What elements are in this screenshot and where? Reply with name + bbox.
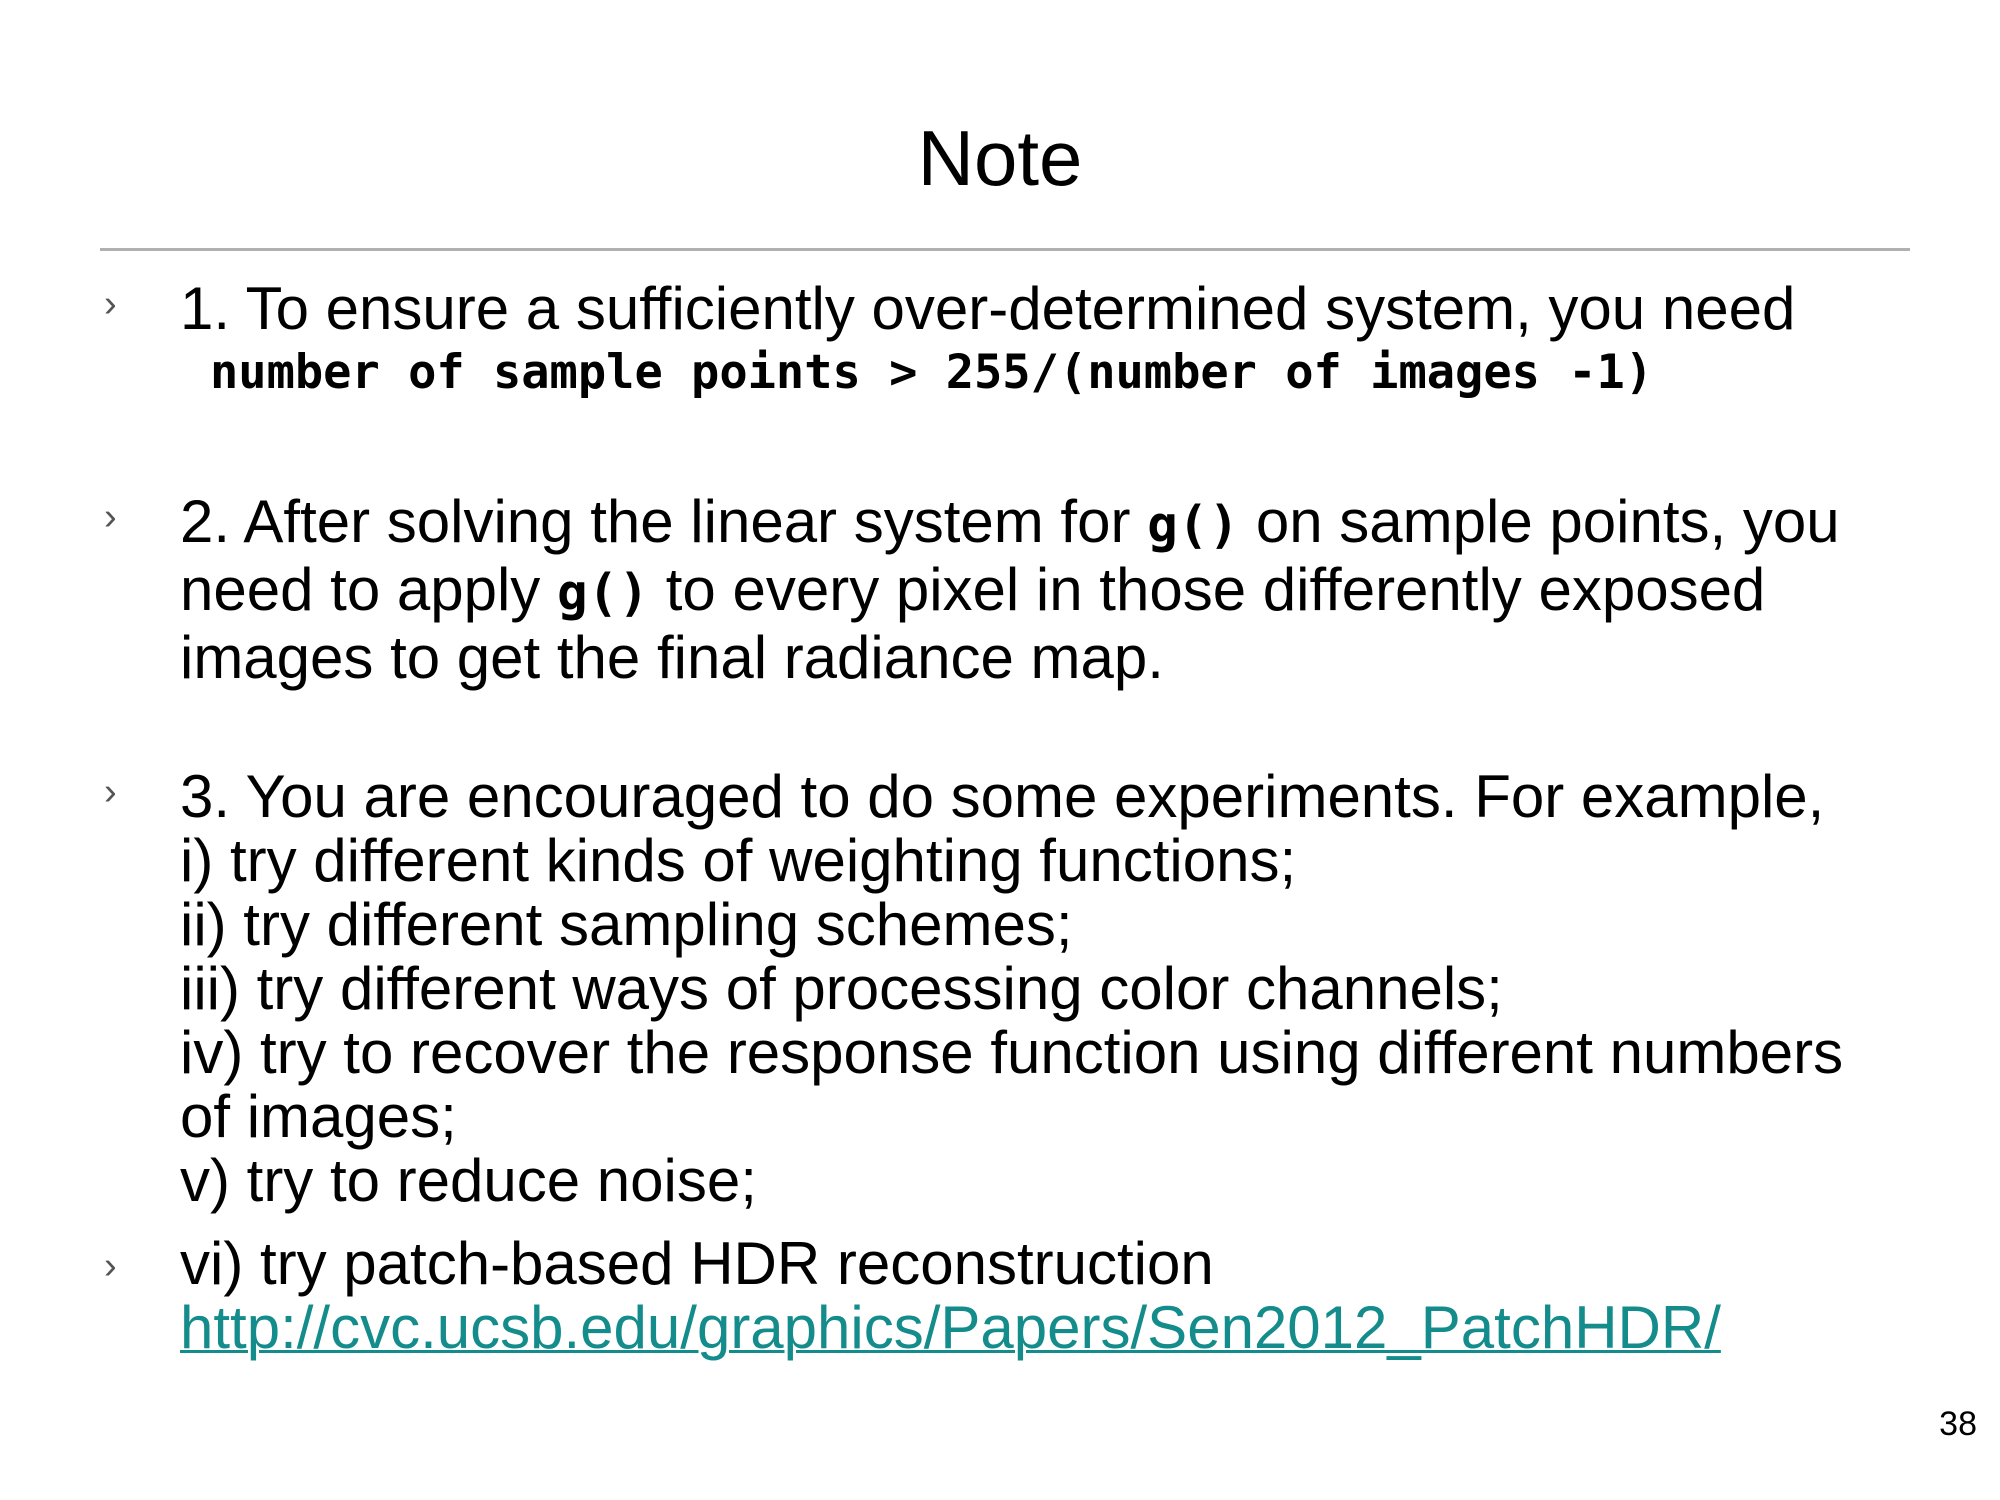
bullet-3-line-2: i) try different kinds of weighting functions; xyxy=(180,827,1297,894)
bullet-item-4 xyxy=(180,1232,1920,1360)
bullet-2-text-b: on sample points, you xyxy=(1239,488,1840,555)
bullet-marker: › xyxy=(104,1245,117,1287)
bullet-1-code: number of sample points > 255/(number of images -1) xyxy=(210,345,1654,400)
slide-title: Note xyxy=(917,114,1083,202)
bullet-marker: › xyxy=(104,496,117,538)
bullet-2-line-3: images to get the final radiance map. xyxy=(180,624,1164,691)
bullet-item-2 xyxy=(180,490,1920,690)
bullet-2-text-d: to every pixel in those differently exposed xyxy=(649,556,1766,623)
bullet-2-text-a: 2. After solving the linear system for xyxy=(180,488,1148,555)
bullet-3-line-5: iv) try to recover the response function using different numbers xyxy=(180,1019,1844,1086)
bullet-item-3 xyxy=(180,765,1920,1213)
title-divider xyxy=(100,248,1910,251)
bullet-1-text: 1. To ensure a sufficiently over-determined system, you need xyxy=(180,275,1796,342)
bullet-2-code-g2: g() xyxy=(556,564,650,623)
bullet-marker: › xyxy=(104,283,117,325)
bullet-2-code-g: g() xyxy=(1147,496,1240,555)
bullet-3-line-4: iii) try different ways of processing color channels; xyxy=(180,955,1503,1022)
bullet-2-text-c: need to apply xyxy=(180,556,557,623)
bullet-3-line-7: v) try to reduce noise; xyxy=(180,1147,757,1214)
bullet-item-1 xyxy=(180,277,1920,405)
bullet-4-text: vi) try patch-based HDR reconstruction xyxy=(180,1230,1214,1297)
patch-hdr-link[interactable]: http://cvc.ucsb.edu/graphics/Papers/Sen2012_PatchHDR/ xyxy=(180,1294,1721,1361)
bullet-3-line-6: of images; xyxy=(180,1083,457,1150)
bullet-2-line-1 xyxy=(180,490,1920,558)
page-number: 38 xyxy=(1939,1405,1977,1443)
bullet-2-line-2 xyxy=(180,558,1920,626)
bullet-3-line-1: 3. You are encouraged to do some experiments. For example, xyxy=(180,763,1825,830)
bullet-marker: › xyxy=(104,771,117,813)
bullet-3-line-3: ii) try different sampling schemes; xyxy=(180,891,1073,958)
